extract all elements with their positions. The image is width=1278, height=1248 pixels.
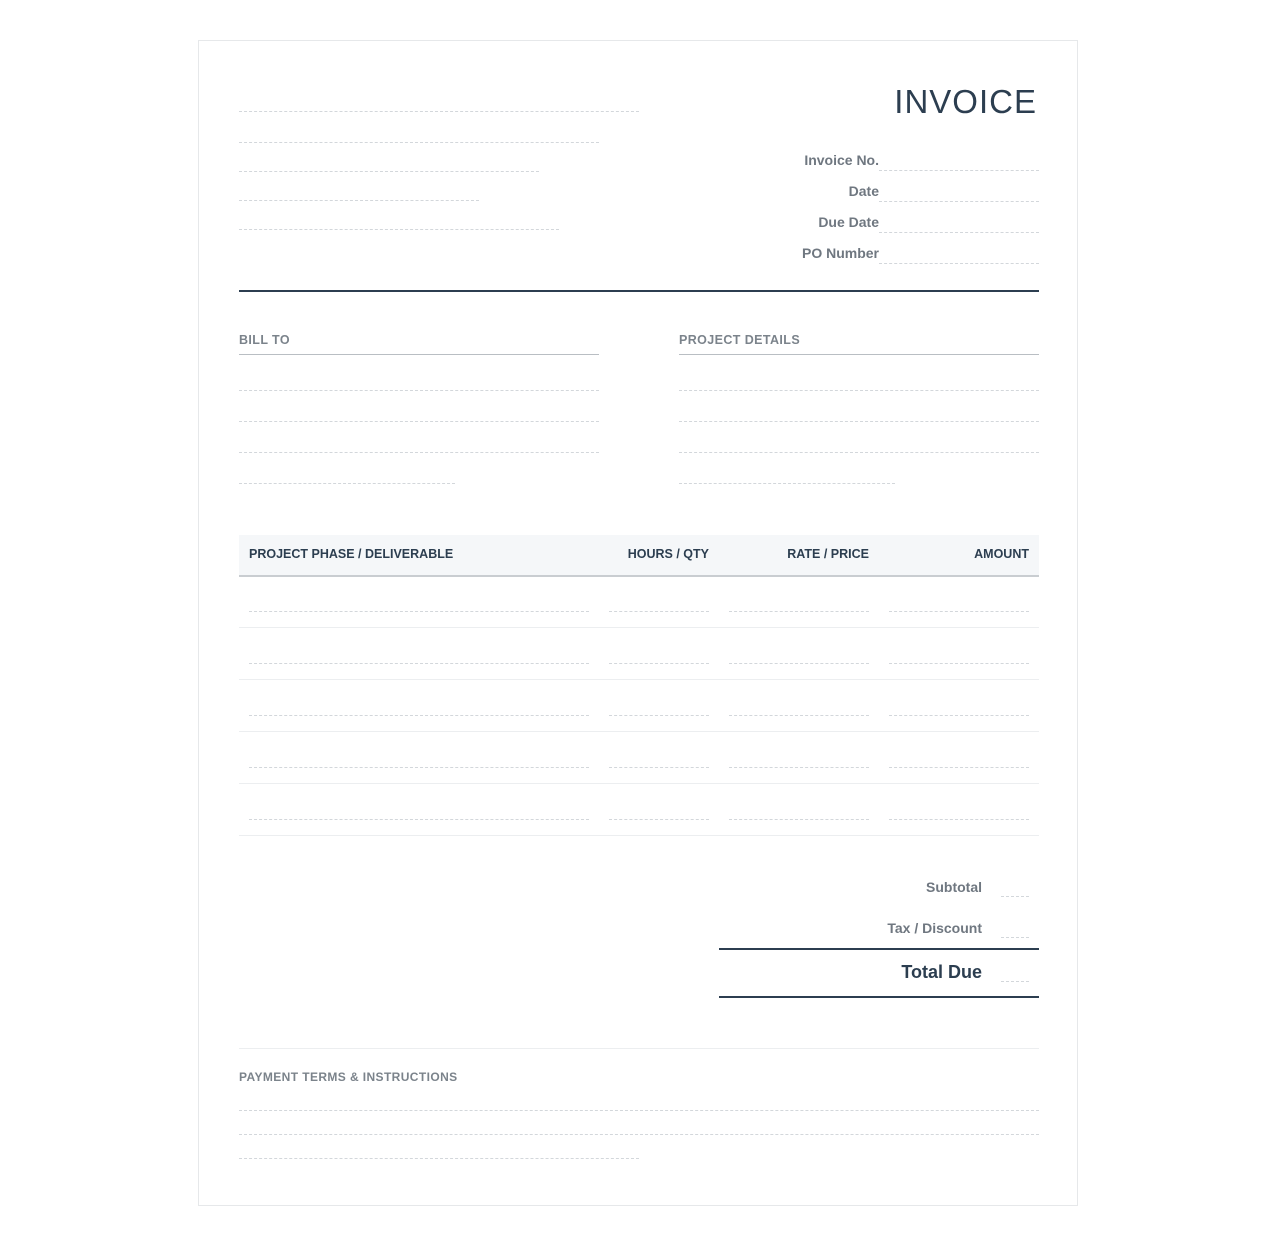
company-phone-line[interactable]: [239, 200, 479, 201]
company-name-line[interactable]: [239, 111, 639, 112]
subtotal-label: Subtotal: [926, 879, 982, 895]
project-details-label: PROJECT DETAILS: [679, 333, 801, 347]
qty-cell[interactable]: [609, 767, 709, 768]
col-phase-header: PROJECT PHASE / DELIVERABLE: [249, 547, 454, 561]
col-qty-header: HOURS / QTY: [627, 547, 709, 561]
phase-cell[interactable]: [249, 663, 589, 664]
company-address-line-2[interactable]: [239, 171, 539, 172]
payment-terms-label: PAYMENT TERMS & INSTRUCTIONS: [239, 1070, 458, 1084]
payment-line-2[interactable]: [239, 1134, 1039, 1135]
qty-cell[interactable]: [609, 611, 709, 612]
project-details-line-2[interactable]: [679, 421, 1039, 422]
row-divider: [239, 783, 1039, 784]
total-bottom-rule: [719, 996, 1039, 998]
col-rate-header: RATE / PRICE: [787, 547, 869, 561]
company-email-line[interactable]: [239, 229, 559, 230]
tax-discount-label: Tax / Discount: [887, 920, 982, 936]
invoice-page: [198, 40, 1078, 1206]
amount-cell[interactable]: [889, 715, 1029, 716]
payment-line-3[interactable]: [239, 1158, 639, 1159]
qty-cell[interactable]: [609, 663, 709, 664]
date-label: Date: [848, 183, 879, 199]
col-amount-header: AMOUNT: [974, 547, 1029, 561]
bill-to-line-2[interactable]: [239, 421, 599, 422]
phase-cell[interactable]: [249, 715, 589, 716]
due-date-label: Due Date: [818, 214, 879, 230]
project-details-line-3[interactable]: [679, 452, 1039, 453]
project-details-line-1[interactable]: [679, 390, 1039, 391]
rate-cell[interactable]: [729, 715, 869, 716]
rate-cell[interactable]: [729, 819, 869, 820]
total-due-label: Total Due: [901, 962, 982, 982]
phase-cell[interactable]: [249, 819, 589, 820]
due-date-field[interactable]: [879, 232, 1039, 233]
qty-cell[interactable]: [609, 819, 709, 820]
total-top-rule: [719, 948, 1039, 950]
bill-to-label: BILL TO: [239, 333, 290, 347]
phase-cell[interactable]: [249, 767, 589, 768]
project-details-line-4[interactable]: [679, 483, 895, 484]
company-address-line-1[interactable]: [239, 142, 599, 143]
row-divider: [239, 679, 1039, 680]
rate-cell[interactable]: [729, 611, 869, 612]
rate-cell[interactable]: [729, 663, 869, 664]
qty-cell[interactable]: [609, 715, 709, 716]
invoice-no-field[interactable]: [879, 170, 1039, 171]
phase-cell[interactable]: [249, 611, 589, 612]
bill-to-line-3[interactable]: [239, 452, 599, 453]
date-field[interactable]: [879, 201, 1039, 202]
bill-to-line-1[interactable]: [239, 390, 599, 391]
amount-cell[interactable]: [889, 663, 1029, 664]
row-divider: [239, 731, 1039, 732]
project-details-underline: [679, 354, 1039, 355]
amount-cell[interactable]: [889, 819, 1029, 820]
bill-to-line-4[interactable]: [239, 483, 455, 484]
payment-line-1[interactable]: [239, 1110, 1039, 1111]
invoice-title: INVOICE: [894, 83, 1037, 120]
tax-discount-field[interactable]: [1001, 937, 1029, 938]
amount-cell[interactable]: [889, 611, 1029, 612]
invoice-no-label: Invoice No.: [804, 152, 879, 168]
subtotal-field[interactable]: [1001, 896, 1029, 897]
bill-to-underline: [239, 354, 599, 355]
payment-divider: [239, 1048, 1039, 1049]
rate-cell[interactable]: [729, 767, 869, 768]
amount-cell[interactable]: [889, 767, 1029, 768]
po-number-label: PO Number: [801, 245, 879, 261]
po-number-field[interactable]: [879, 263, 1039, 264]
row-divider: [239, 627, 1039, 628]
row-divider: [239, 835, 1039, 836]
header-divider: [239, 290, 1039, 292]
total-due-field[interactable]: [1001, 981, 1029, 982]
